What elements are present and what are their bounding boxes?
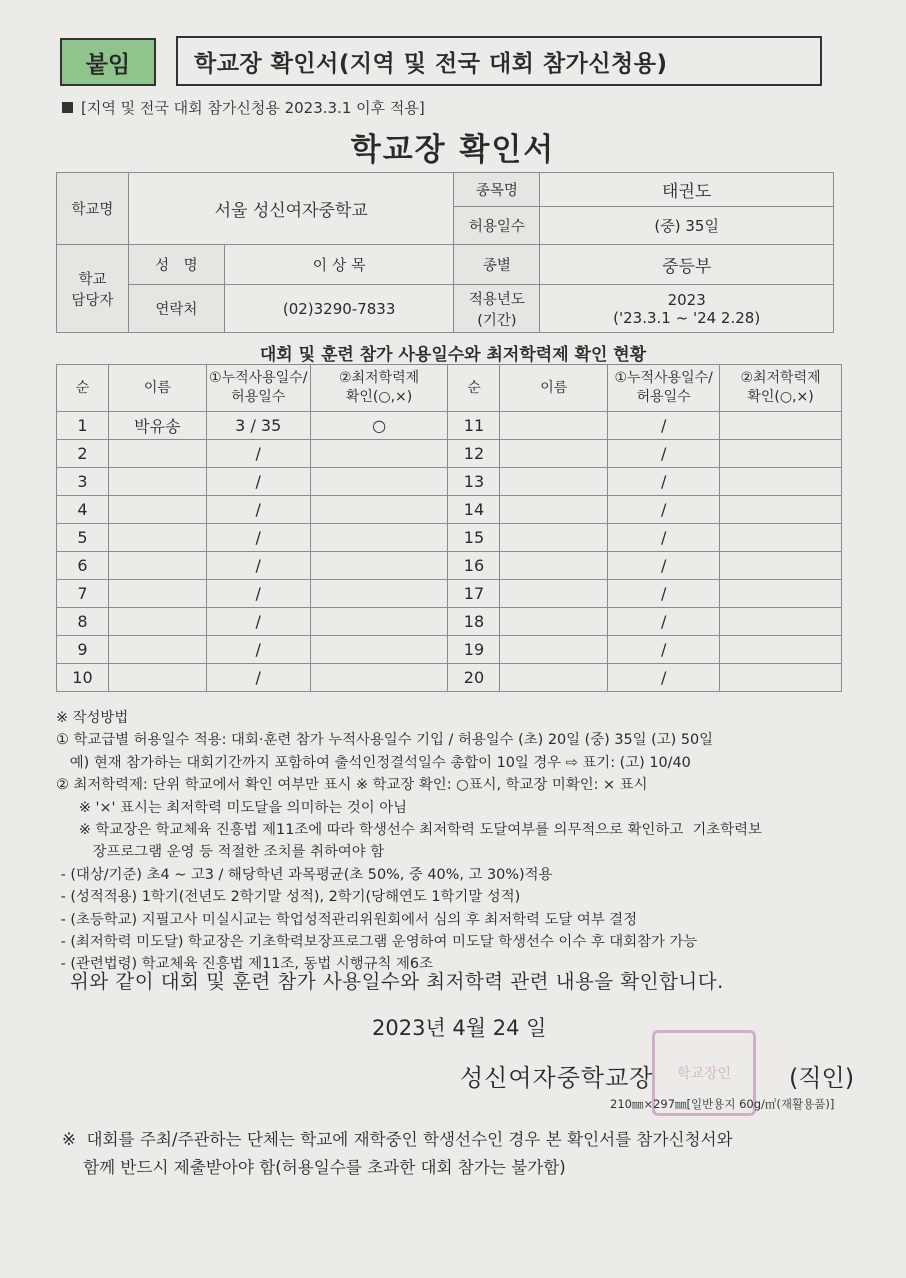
category-label: 종별 [454,245,540,285]
document-title: 학교장 확인서 [350,132,556,168]
days-value: (중) 35일 [540,207,834,245]
footer-line: 함께 반드시 제출받아야 함(허용일수를 초과한 대회 참가는 불가함) [62,1158,566,1177]
instruction-line: 예) 현재 참가하는 대회기간까지 포함하여 출석인정결석일수 총합이 10일 경우 ⇨ 표기: (고) 10/40 [56,754,691,771]
instruction-line: ② 최저학력제: 단위 학교에서 확인 여부만 표시 ※ 학교장 확인: ○표시, 학교장 미확인: × 표시 [56,777,648,794]
cell-days: / [206,468,310,496]
cell-no: 12 [448,440,500,468]
year-label: 적용년도 (기간) [454,285,540,333]
seal-label: (직인) [789,1064,855,1092]
cell-days: / [608,468,720,496]
sport-label: 종목명 [454,173,540,207]
cell-days: / [206,664,310,692]
cell-no: 18 [448,608,500,636]
table-row [57,580,842,608]
table-row [57,412,842,440]
cell-name [108,496,206,524]
header-days: ①누적사용일수/ 허용일수 [608,365,720,412]
cell-no: 7 [57,580,109,608]
cell-check [720,664,842,692]
cell-name [108,552,206,580]
cell-check [720,440,842,468]
cell-days: / [206,608,310,636]
participation-table [56,364,842,692]
cell-days: / [206,440,310,468]
instruction-line: ※ 학교장은 학교체육 진흥법 제11조에 따라 학생선수 최저학력 도달여부를 의무적으로 확인하고 기초학력보 [56,822,762,839]
cell-days: / [608,608,720,636]
header-check: ②최저학력제 확인(○,×) [720,365,842,412]
cell-check [720,580,842,608]
table-row [57,552,842,580]
table-row [57,468,842,496]
table-row [57,608,842,636]
period-value: ('23.3.1 ~ '24 2.28) [613,308,761,327]
cell-no: 10 [57,664,109,692]
category-value: 중등부 [540,245,834,285]
cell-no: 3 [57,468,109,496]
confirmation-text: 위와 같이 대회 및 훈련 참가 사용일수와 최저학력 관련 내용을 확인합니다. [70,970,724,993]
table-row [57,664,842,692]
cell-check [720,496,842,524]
school-value: 서울 성신여자중학교 [128,173,454,245]
instructions [56,707,856,976]
cell-no: 20 [448,664,500,692]
days-label: 허용일수 [454,207,540,245]
cell-no: 2 [57,440,109,468]
date: 2023년 4월 24 일 [372,1016,547,1040]
cell-days: / [608,552,720,580]
sport-value: 태권도 [540,173,834,207]
participation-rows [57,412,842,692]
cell-check [720,636,842,664]
cell-name [500,636,608,664]
cell-no: 14 [448,496,500,524]
table-row [57,440,842,468]
header-check: ②최저학력제 확인(○,×) [310,365,448,412]
section-title: 대회 및 훈련 참가 사용일수와 최저학력제 확인 현황 [259,345,647,365]
cell-no: 1 [57,412,109,440]
instruction-line: ① 학교급별 허용일수 적용: 대회·훈련 참가 누적사용일수 기입 / 허용일수 (초) 20일 (중) 35일 (고) 50일 [56,732,714,749]
official-seal: 학교장인 [652,1030,756,1116]
cell-days: / [608,524,720,552]
cell-check [720,412,842,440]
cell-check [310,636,448,664]
cell-name [500,524,608,552]
cell-check [720,608,842,636]
cell-days: / [608,664,720,692]
cell-check [720,468,842,496]
instruction-line: - (대상/기준) 초4 ~ 고3 / 해당학년 과목평균(초 50%, 중 40%, 고 30%)적용 [56,866,553,883]
cell-no: 6 [57,552,109,580]
cell-no: 19 [448,636,500,664]
contact-label: 연락처 [128,285,224,333]
cell-check [310,664,448,692]
cell-check [310,580,448,608]
cell-check [310,608,448,636]
cell-days: / [206,552,310,580]
cell-name [500,440,608,468]
cell-name [500,468,608,496]
cell-check [310,496,448,524]
cell-days: / [608,496,720,524]
cell-days: / [608,412,720,440]
footer-line: ※ 대회를 주최/주관하는 단체는 학교에 재학중인 학생선수인 경우 본 확인서를 참가신청서와 [62,1130,733,1149]
cell-name [108,636,206,664]
cell-no: 16 [448,552,500,580]
cell-days: / [608,636,720,664]
year-cell [540,285,834,333]
school-label: 학교명 [57,173,129,245]
school-info-table [56,172,834,333]
cell-check [310,440,448,468]
form-title: 학교장 확인서(지역 및 전국 대회 참가신청용) [176,36,822,86]
cell-check: ○ [310,412,448,440]
cell-name: 박유송 [108,412,206,440]
cell-days: / [608,580,720,608]
cell-name [108,524,206,552]
name-value: 이 상 목 [224,245,454,285]
cell-days: / [608,440,720,468]
cell-check [310,552,448,580]
footer-note [62,1126,862,1182]
square-bullet-icon [62,102,73,113]
cell-check [720,552,842,580]
cell-no: 5 [57,524,109,552]
principal-name: 성신여자중학교장 [460,1064,654,1092]
cell-name [108,440,206,468]
cell-check [310,524,448,552]
cell-name [500,412,608,440]
paper-spec: 210㎜×297㎜[일반용지 60g/㎡(재활용품)] [610,1097,835,1111]
table-row [57,524,842,552]
attachment-badge: 붙임 [60,38,156,86]
header-days: ①누적사용일수/ 허용일수 [206,365,310,412]
cell-name [108,468,206,496]
instruction-line: - (관련법령) 학교체육 진흥법 제11조, 동법 시행규칙 제6조 [56,956,433,973]
cell-no: 8 [57,608,109,636]
cell-days: / [206,524,310,552]
subnote-text: [지역 및 전국 대회 참가신청용 2023.3.1 이후 적용] [81,99,425,117]
table-row [57,496,842,524]
cell-name [500,580,608,608]
instruction-line: - (성적적용) 1학기(전년도 2학기말 성적), 2학기(당해연도 1학기말 성적) [56,889,521,906]
header-name: 이름 [500,365,608,412]
instruction-line: ※ '×' 표시는 최저학력 미도달을 의미하는 것이 아님 [56,799,408,816]
cell-no: 4 [57,496,109,524]
table-row [57,636,842,664]
instruction-line: ※ 작성방법 [56,710,129,726]
year-value: 2023 [667,290,706,309]
cell-days: / [206,636,310,664]
header-name: 이름 [108,365,206,412]
instruction-line: - (최저학력 미도달) 학교장은 기초학력보장프로그램 운영하여 미도달 학생선수 이수 후 대회참가 가능 [56,934,698,951]
cell-name [108,608,206,636]
cell-check [310,468,448,496]
cell-no: 9 [57,636,109,664]
cell-no: 13 [448,468,500,496]
cell-name [500,496,608,524]
instruction-line: 장프로그램 운영 등 적절한 조치를 취하여야 함 [56,844,385,861]
cell-name [500,552,608,580]
cell-days: / [206,496,310,524]
header-no: 순 [57,365,109,412]
form-subnote [62,97,425,118]
cell-days: 3 / 35 [206,412,310,440]
cell-no: 11 [448,412,500,440]
cell-no: 15 [448,524,500,552]
manager-label: 학교 담당자 [57,245,129,333]
cell-name [108,580,206,608]
name-label: 성 명 [128,245,224,285]
header-no: 순 [448,365,500,412]
cell-check [720,524,842,552]
cell-days: / [206,580,310,608]
cell-name [108,664,206,692]
cell-name [500,608,608,636]
cell-name [500,664,608,692]
instruction-line: - (초등학교) 지필고사 미실시교는 학업성적관리위원회에서 심의 후 최저학력 도달 여부 결정 [56,911,638,928]
contact-value: (02)3290-7833 [224,285,454,333]
cell-no: 17 [448,580,500,608]
